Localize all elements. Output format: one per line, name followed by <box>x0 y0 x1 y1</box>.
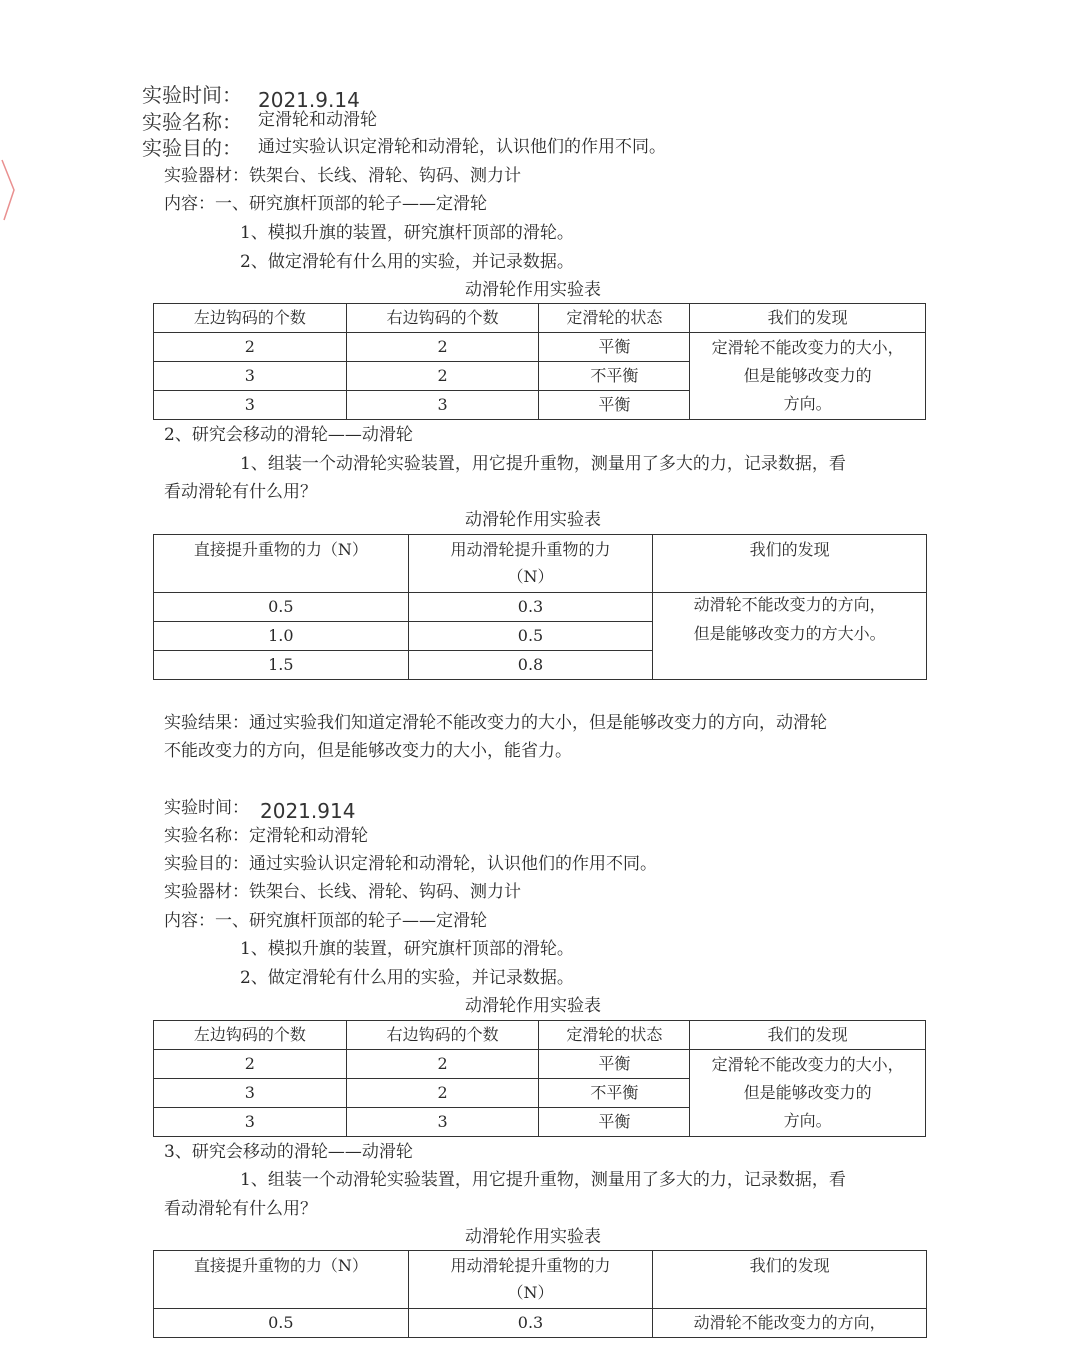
time-value-2: 2021.914 <box>260 799 356 823</box>
header-line: （N） <box>507 567 554 586</box>
header-line: 用动滑轮提升重物的力 <box>450 540 611 559</box>
table-cell: 0.5 <box>154 1309 409 1338</box>
finding-cell: 动滑轮不能改变力的方向， <box>653 1309 927 1338</box>
movable-pulley-table-2 <box>153 1250 927 1338</box>
section-3-text-cont: 看动滑轮有什么用？ <box>164 1199 317 1219</box>
section-2-heading: 2、研究会移动的滑轮——动滑轮 <box>164 425 413 445</box>
finding-line: 方向。 <box>783 394 832 413</box>
table-cell: 3 <box>154 362 347 391</box>
equipment-line: 实验器材：铁架台、长线、滑轮、钩码、测力计 <box>164 166 521 186</box>
table4-title: 动滑轮作用实验表 <box>465 1227 601 1247</box>
name-line-2: 实验名称：定滑轮和动滑轮 <box>164 826 368 846</box>
finding-line: 方向。 <box>783 1111 832 1130</box>
table-header: 我们的发现 <box>653 535 927 593</box>
equipment-line-2: 实验器材：铁架台、长线、滑轮、钩码、测力计 <box>164 882 521 902</box>
table2-title: 动滑轮作用实验表 <box>465 510 601 530</box>
table-cell: 2 <box>154 1050 347 1079</box>
content-line: 内容：一、研究旗杆顶部的轮子——定滑轮 <box>164 194 487 214</box>
table-cell: 3 <box>154 1079 347 1108</box>
section-2-text-cont: 看动滑轮有什么用？ <box>164 482 317 502</box>
table-header: 左边钩码的个数 <box>154 1021 347 1050</box>
finding-line: 定滑轮不能改变力的大小， <box>711 1055 904 1074</box>
table-cell: 2 <box>346 1050 539 1079</box>
content-line-2: 内容：一、研究旗杆顶部的轮子——定滑轮 <box>164 911 487 931</box>
step-2: 2、做定滑轮有什么用的实验，并记录数据。 <box>240 252 574 272</box>
purpose-line-2: 实验目的：通过实验认识定滑轮和动滑轮，认识他们的作用不同。 <box>164 854 657 874</box>
name-label: 实验名称： <box>142 110 242 134</box>
table-header: 直接提升重物的力（N） <box>154 1251 409 1309</box>
header-line: （N） <box>507 1283 554 1302</box>
table-cell: 3 <box>346 1108 539 1137</box>
table-cell: 2 <box>346 333 539 362</box>
table-header: 我们的发现 <box>690 304 926 333</box>
table-cell: 2 <box>346 1079 539 1108</box>
header-line: 用动滑轮提升重物的力 <box>450 1256 611 1275</box>
table-cell: 3 <box>154 1108 347 1137</box>
finding-line: 但是能够改变力的 <box>743 366 872 385</box>
table-cell: 0.3 <box>408 593 653 622</box>
table-cell: 0.5 <box>408 622 653 651</box>
table-header: 右边钩码的个数 <box>346 304 539 333</box>
step-1: 1、模拟升旗的装置，研究旗杆顶部的滑轮。 <box>240 223 574 243</box>
time-label: 实验时间： <box>142 83 242 107</box>
finding-cell <box>690 1050 926 1137</box>
table-cell: 1.0 <box>154 622 409 651</box>
table-cell: 3 <box>346 391 539 420</box>
red-pen-mark <box>0 150 22 240</box>
finding-line: 定滑轮不能改变力的大小， <box>711 338 904 357</box>
table-header: 我们的发现 <box>653 1251 927 1309</box>
table-cell: 平衡 <box>539 391 690 420</box>
finding-line: 但是能够改变力的方大小。 <box>693 624 886 643</box>
finding-line: 动滑轮不能改变力的方向， <box>693 595 886 614</box>
table-header: 右边钩码的个数 <box>346 1021 539 1050</box>
table-cell: 1.5 <box>154 651 409 680</box>
table-cell: 2 <box>154 333 347 362</box>
table-header <box>408 535 653 593</box>
result-line-2: 不能改变力的方向，但是能够改变力的大小，能省力。 <box>164 741 572 761</box>
purpose-value: 通过实验认识定滑轮和动滑轮，认识他们的作用不同。 <box>258 137 666 157</box>
table-cell: 0.3 <box>408 1309 653 1338</box>
table-cell: 平衡 <box>539 333 690 362</box>
table-header: 定滑轮的状态 <box>539 1021 690 1050</box>
result-line-1: 实验结果：通过实验我们知道定滑轮不能改变力的大小，但是能够改变力的方向，动滑轮 <box>164 713 827 733</box>
table-cell: 不平衡 <box>539 362 690 391</box>
table-header: 直接提升重物的力（N） <box>154 535 409 593</box>
table-cell: 0.5 <box>154 593 409 622</box>
section-2-text: 1、组装一个动滑轮实验装置，用它提升重物，测量用了多大的力，记录数据，看 <box>240 454 846 474</box>
time-value: 2021.9.14 <box>258 88 360 112</box>
name-value: 定滑轮和动滑轮 <box>258 110 377 130</box>
step-2-2: 2、做定滑轮有什么用的实验，并记录数据。 <box>240 968 574 988</box>
table-cell: 0.8 <box>408 651 653 680</box>
table-cell: 2 <box>346 362 539 391</box>
table-header <box>408 1251 653 1309</box>
step-1-2: 1、模拟升旗的装置，研究旗杆顶部的滑轮。 <box>240 939 574 959</box>
table-header: 我们的发现 <box>690 1021 926 1050</box>
movable-pulley-table <box>153 534 927 680</box>
finding-cell <box>653 593 927 680</box>
table-header: 定滑轮的状态 <box>539 304 690 333</box>
finding-line: 但是能够改变力的 <box>743 1083 872 1102</box>
table-cell: 不平衡 <box>539 1079 690 1108</box>
table-cell: 3 <box>154 391 347 420</box>
table1-title: 动滑轮作用实验表 <box>465 280 601 300</box>
purpose-label: 实验目的： <box>142 136 242 160</box>
table-header: 左边钩码的个数 <box>154 304 347 333</box>
fixed-pulley-table <box>153 303 926 420</box>
section-3-text: 1、组装一个动滑轮实验装置，用它提升重物，测量用了多大的力，记录数据，看 <box>240 1170 846 1190</box>
section-3-heading: 3、研究会移动的滑轮——动滑轮 <box>164 1142 413 1162</box>
fixed-pulley-table-2 <box>153 1020 926 1137</box>
time-label-2: 实验时间： <box>164 798 249 818</box>
table3-title: 动滑轮作用实验表 <box>465 996 601 1016</box>
table-cell: 平衡 <box>539 1050 690 1079</box>
table-cell: 平衡 <box>539 1108 690 1137</box>
finding-cell <box>690 333 926 420</box>
